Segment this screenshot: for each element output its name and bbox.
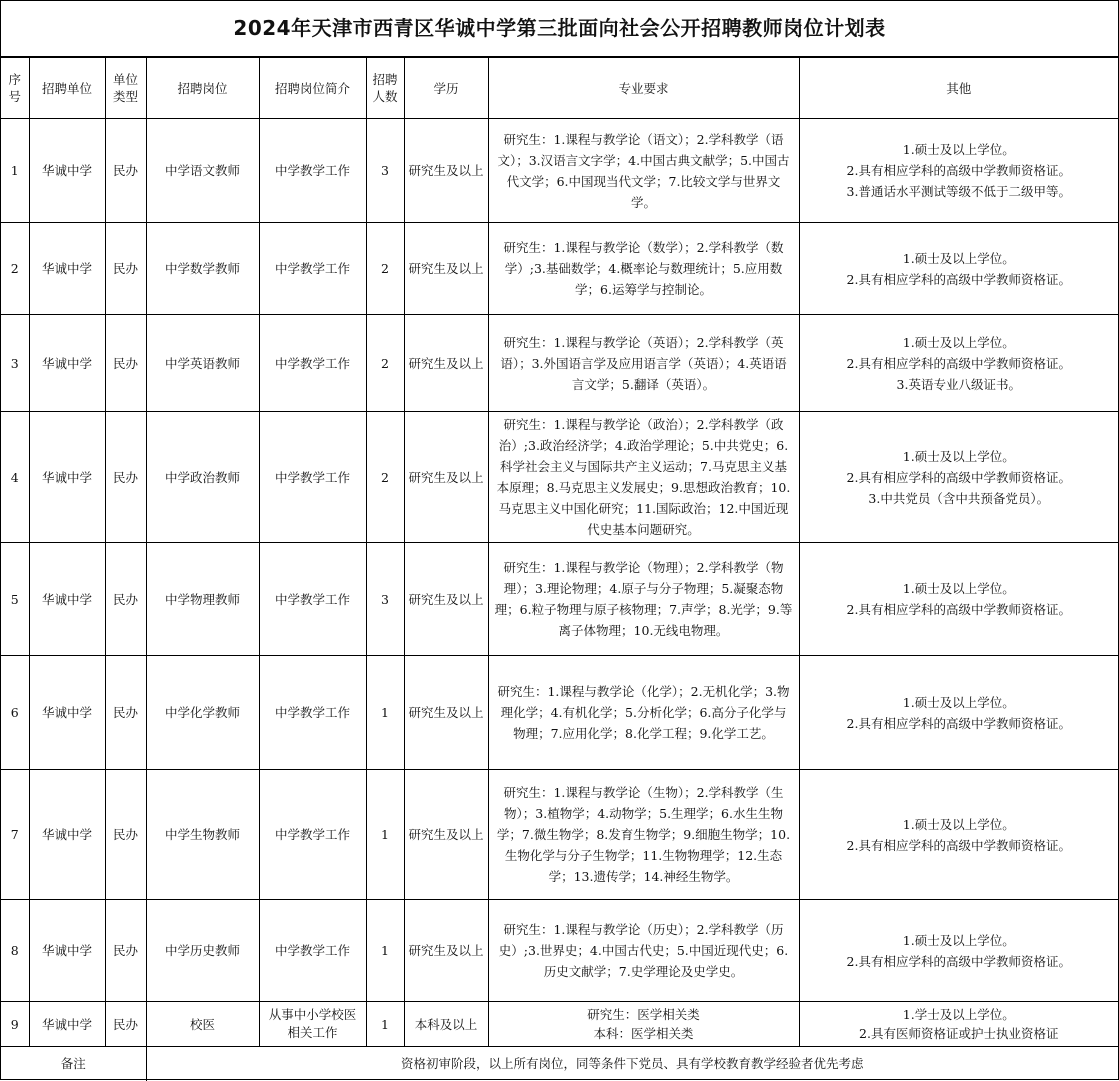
header-seq bbox=[1, 58, 29, 119]
cell-position: 中学物理教师 bbox=[146, 543, 259, 656]
cell-major: 研究生：1.课程与教学论（政治）；2.学科教学（政治）;3.政治经济学；4.政治学理论；5.中共党史；6.科学社会主义与国际共产主义运动；7.马克思主义基本原理；8.马克思主义发展史；9.思想政治教育；10.马克思主义中国化研究；11.国际政治；12.中国近现代史基本问题研究。 bbox=[488, 412, 799, 543]
table-row bbox=[1, 1002, 1118, 1047]
cell-count: 2 bbox=[366, 223, 404, 315]
cell-major: 研究生：医学相关类 本科：医学相关类 bbox=[488, 1002, 799, 1047]
cell-other: 1.硕士及以上学位。 2.具有相应学科的高级中学教师资格证。 bbox=[799, 543, 1118, 656]
header-position bbox=[146, 58, 259, 119]
header-major bbox=[488, 58, 799, 119]
table-row bbox=[1, 770, 1118, 900]
table-header-row bbox=[1, 58, 1118, 119]
cell-position: 中学数学教师 bbox=[146, 223, 259, 315]
table-row bbox=[1, 223, 1118, 315]
header-edu bbox=[404, 58, 488, 119]
cell-major: 研究生：1.课程与教学论（化学）；2.无机化学；3.物理化学；4.有机化学；5.分析化学；6.高分子化学与物理；7.应用化学；8.化学工程；9.化学工艺。 bbox=[488, 656, 799, 770]
cell-major: 研究生：1.课程与教学论（生物）；2.学科教学（生物）；3.植物学；4.动物学；5.生理学；6.水生生物学；7.微生物学；8.发育生物学；9.细胞生物学；10.生物化学与分子生物学；11.生物物理学；12.生态学；13.遗传学；14.神经生物学。 bbox=[488, 770, 799, 900]
cell-intro: 中学教学工作 bbox=[259, 656, 366, 770]
cell-count: 1 bbox=[366, 1002, 404, 1047]
cell-edu: 研究生及以上 bbox=[404, 119, 488, 223]
cell-count: 3 bbox=[366, 119, 404, 223]
cell-seq: 3 bbox=[1, 315, 29, 412]
cell-seq: 4 bbox=[1, 412, 29, 543]
cell-seq: 9 bbox=[1, 1002, 29, 1047]
cell-position: 中学历史教师 bbox=[146, 900, 259, 1002]
cell-major: 研究生：1.课程与教学论（数学）；2.学科教学（数学）;3.基础数学；4.概率论与数理统计；5.应用数学；6.运筹学与控制论。 bbox=[488, 223, 799, 315]
cell-type: 民办 bbox=[105, 315, 146, 412]
cell-unit: 华诚中学 bbox=[29, 900, 105, 1002]
header-unit-label: 招聘单位 bbox=[41, 80, 92, 96]
cell-other: 1.硕士及以上学位。 2.具有相应学科的高级中学教师资格证。 3.英语专业八级证书。 bbox=[799, 315, 1118, 412]
cell-position: 中学政治教师 bbox=[146, 412, 259, 543]
header-other bbox=[799, 58, 1118, 119]
cell-intro: 中学教学工作 bbox=[259, 223, 366, 315]
cell-unit: 华诚中学 bbox=[29, 119, 105, 223]
cell-unit: 华诚中学 bbox=[29, 223, 105, 315]
cell-type: 民办 bbox=[105, 656, 146, 770]
cell-edu: 研究生及以上 bbox=[404, 656, 488, 770]
cell-type: 民办 bbox=[105, 900, 146, 1002]
cell-count: 2 bbox=[366, 315, 404, 412]
cell-position: 校医 bbox=[146, 1002, 259, 1047]
cell-intro: 从事中小学校医相关工作 bbox=[259, 1002, 366, 1047]
cell-count: 2 bbox=[366, 412, 404, 543]
cell-edu: 研究生及以上 bbox=[404, 223, 488, 315]
table-row bbox=[1, 315, 1118, 412]
cell-seq: 8 bbox=[1, 900, 29, 1002]
cell-edu: 研究生及以上 bbox=[404, 315, 488, 412]
header-major-label: 专业要求 bbox=[618, 80, 669, 96]
cell-major: 研究生：1.课程与教学论（物理）；2.学科教学（物理）；3.理论物理；4.原子与分子物理；5.凝聚态物理；6.粒子物理与原子核物理；7.声学；8.光学；9.等离子体物理；10.无线电物理。 bbox=[488, 543, 799, 656]
table-row bbox=[1, 543, 1118, 656]
cell-count: 1 bbox=[366, 900, 404, 1002]
cell-other: 1.硕士及以上学位。 2.具有相应学科的高级中学教师资格证。 bbox=[799, 900, 1118, 1002]
cell-type: 民办 bbox=[105, 1002, 146, 1047]
cell-edu: 研究生及以上 bbox=[404, 770, 488, 900]
header-position-label: 招聘岗位 bbox=[177, 80, 228, 96]
cell-other: 1.硕士及以上学位。 2.具有相应学科的高级中学教师资格证。 3.中共党员（含中共预备党员）。 bbox=[799, 412, 1118, 543]
cell-unit: 华诚中学 bbox=[29, 315, 105, 412]
cell-intro: 中学教学工作 bbox=[259, 900, 366, 1002]
header-intro-label: 招聘岗位简介 bbox=[274, 80, 350, 96]
cell-unit: 华诚中学 bbox=[29, 656, 105, 770]
cell-intro: 中学教学工作 bbox=[259, 543, 366, 656]
header-count bbox=[366, 58, 404, 119]
table-row bbox=[1, 656, 1118, 770]
cell-other: 1.硕士及以上学位。 2.具有相应学科的高级中学教师资格证。 bbox=[799, 223, 1118, 315]
remarks-label: 备注 bbox=[1, 1047, 146, 1081]
cell-other: 1.硕士及以上学位。 2.具有相应学科的高级中学教师资格证。 bbox=[799, 770, 1118, 900]
header-type-label: 单位 类型 bbox=[112, 72, 138, 104]
cell-type: 民办 bbox=[105, 543, 146, 656]
table-row bbox=[1, 900, 1118, 1002]
table-row bbox=[1, 412, 1118, 543]
cell-other: 1.学士及以上学位。 2.具有医师资格证或护士执业资格证 bbox=[799, 1002, 1118, 1047]
cell-major: 研究生：1.课程与教学论（历史）；2.学科教学（历史）;3.世界史；4.中国古代史；5.中国近现代史；6.历史文献学；7.史学理论及史学史。 bbox=[488, 900, 799, 1002]
cell-position: 中学化学教师 bbox=[146, 656, 259, 770]
header-seq-label: 序 号 bbox=[8, 72, 21, 104]
recruitment-table bbox=[1, 57, 1118, 1081]
cell-edu: 研究生及以上 bbox=[404, 412, 488, 543]
cell-position: 中学语文教师 bbox=[146, 119, 259, 223]
header-unit bbox=[29, 58, 105, 119]
cell-type: 民办 bbox=[105, 119, 146, 223]
cell-intro: 中学教学工作 bbox=[259, 315, 366, 412]
cell-seq: 5 bbox=[1, 543, 29, 656]
cell-type: 民办 bbox=[105, 223, 146, 315]
cell-count: 1 bbox=[366, 770, 404, 900]
cell-seq: 6 bbox=[1, 656, 29, 770]
header-intro bbox=[259, 58, 366, 119]
cell-count: 3 bbox=[366, 543, 404, 656]
cell-type: 民办 bbox=[105, 770, 146, 900]
cell-count: 1 bbox=[366, 656, 404, 770]
cell-position: 中学生物教师 bbox=[146, 770, 259, 900]
cell-edu: 本科及以上 bbox=[404, 1002, 488, 1047]
cell-edu: 研究生及以上 bbox=[404, 543, 488, 656]
cell-unit: 华诚中学 bbox=[29, 1002, 105, 1047]
header-type bbox=[105, 58, 146, 119]
cell-type: 民办 bbox=[105, 412, 146, 543]
cell-edu: 研究生及以上 bbox=[404, 900, 488, 1002]
cell-intro: 中学教学工作 bbox=[259, 119, 366, 223]
remarks-text: 资格初审阶段，以上所有岗位，同等条件下党员、具有学校教育教学经验者优先考虑 bbox=[146, 1047, 1118, 1081]
remarks-row bbox=[1, 1047, 1118, 1081]
header-count-label: 招聘 人数 bbox=[372, 72, 398, 104]
cell-seq: 7 bbox=[1, 770, 29, 900]
cell-unit: 华诚中学 bbox=[29, 543, 105, 656]
header-edu-label: 学历 bbox=[433, 80, 459, 96]
page-title: 2024年天津市西青区华诚中学第三批面向社会公开招聘教师岗位计划表 bbox=[1, 1, 1118, 57]
cell-major: 研究生：1.课程与教学论（英语）；2.学科教学（英语）；3.外国语言学及应用语言学（英语）；4.英语语言文学；5.翻译（英语）。 bbox=[488, 315, 799, 412]
table-row bbox=[1, 119, 1118, 223]
cell-intro: 中学教学工作 bbox=[259, 770, 366, 900]
header-other-label: 其他 bbox=[946, 80, 972, 96]
cell-other: 1.硕士及以上学位。 2.具有相应学科的高级中学教师资格证。 3.普通话水平测试等级不低于二级甲等。 bbox=[799, 119, 1118, 223]
cell-major: 研究生：1.课程与教学论（语文）；2.学科教学（语文）；3.汉语言文字学；4.中国古典文献学；5.中国古代文学；6.中国现当代文学；7.比较文学与世界文学。 bbox=[488, 119, 799, 223]
cell-other: 1.硕士及以上学位。 2.具有相应学科的高级中学教师资格证。 bbox=[799, 656, 1118, 770]
cell-position: 中学英语教师 bbox=[146, 315, 259, 412]
cell-unit: 华诚中学 bbox=[29, 770, 105, 900]
cell-unit: 华诚中学 bbox=[29, 412, 105, 543]
cell-intro: 中学教学工作 bbox=[259, 412, 366, 543]
cell-seq: 1 bbox=[1, 119, 29, 223]
cell-seq: 2 bbox=[1, 223, 29, 315]
